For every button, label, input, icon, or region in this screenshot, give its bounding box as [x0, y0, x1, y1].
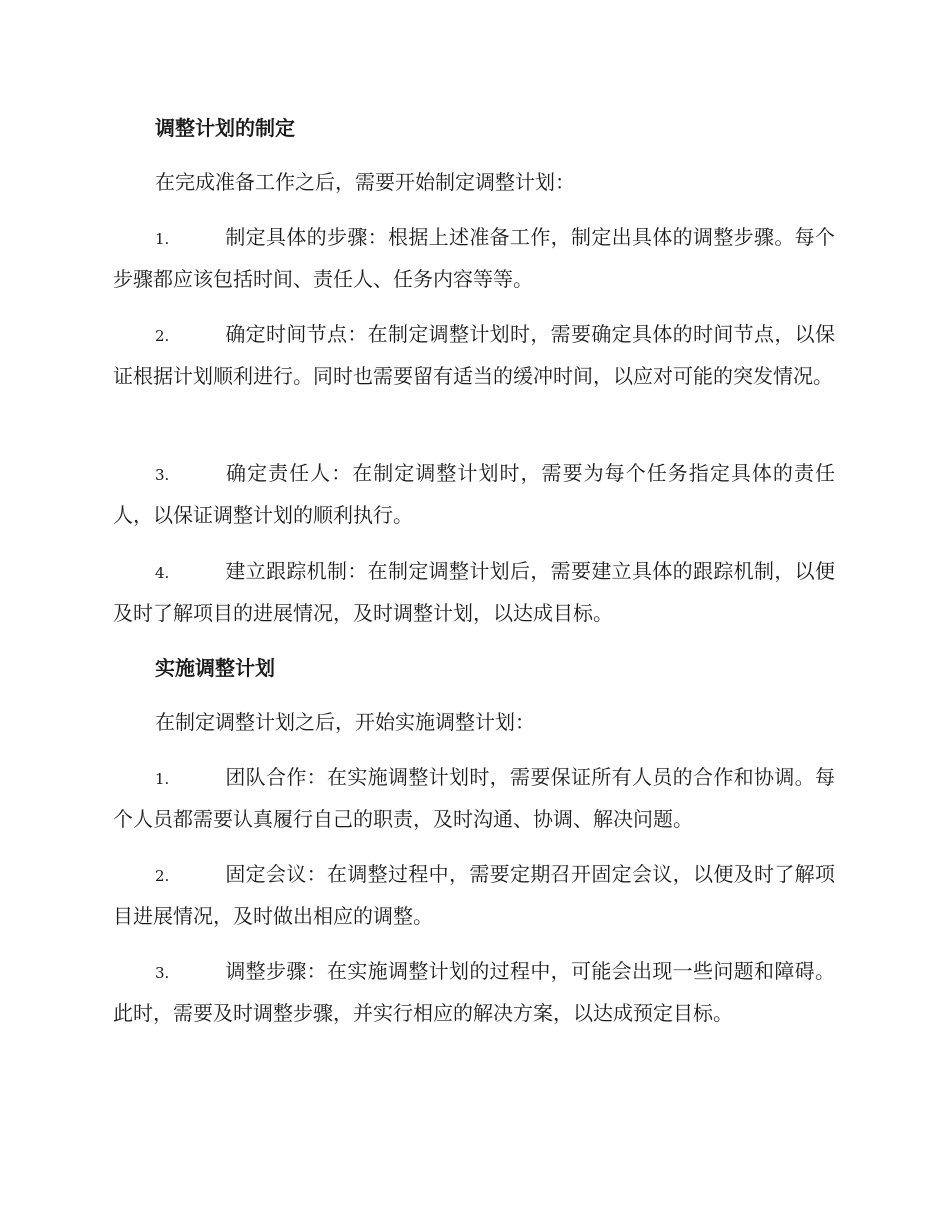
list-item [113, 757, 835, 839]
list-item-number: 3. [155, 964, 170, 982]
list-item-text: 制定具体的步骤：根据上述准备工作，制定出具体的调整步骤。每个步骤都应该包括时间、责任人、任务内容等等。 [113, 225, 835, 291]
list-item-number: 4. [155, 564, 170, 582]
list-item-number: 3. [155, 466, 170, 484]
list-item-number: 2. [155, 867, 170, 885]
list-item-number: 1. [155, 230, 170, 248]
section-heading: 调整计划的制定 [155, 116, 295, 140]
list-item [113, 217, 835, 299]
list-item [113, 854, 835, 936]
list-item-text: 建立跟踪机制：在制定调整计划后，需要建立具体的跟踪机制，以便及时了解项目的进展情况，及时调整计划，以达成目标。 [113, 559, 835, 625]
list-item [113, 453, 835, 535]
list-item [113, 951, 835, 1033]
list-item-text: 确定责任人：在制定调整计划时，需要为每个任务指定具体的责任人，以保证调整计划的顺利执行。 [113, 461, 835, 527]
list-item-text: 调整步骤：在实施调整计划的过程中，可能会出现一些问题和障碍。此时，需要及时调整步骤，并实行相应的解决方案，以达成预定目标。 [113, 959, 835, 1025]
list-item-number: 2. [155, 327, 170, 345]
list-item-number: 1. [155, 770, 170, 788]
section-heading: 实施调整计划 [155, 656, 275, 680]
section-intro: 在制定调整计划之后，开始实施调整计划： [155, 710, 535, 734]
list-item-text: 确定时间节点：在制定调整计划时，需要确定具体的时间节点，以保证根据计划顺利进行。同时也需要留有适当的缓冲时间，以应对可能的突发情况。 [113, 322, 835, 388]
list-item-text: 固定会议：在调整过程中，需要定期召开固定会议，以便及时了解项目进展情况，及时做出相应的调整。 [113, 862, 835, 928]
list-item [113, 314, 835, 396]
list-item-text: 团队合作：在实施调整计划时，需要保证所有人员的合作和协调。每个人员都需要认真履行自己的职责，及时沟通、协调、解决问题。 [113, 765, 835, 831]
list-item [113, 551, 835, 633]
section-intro: 在完成准备工作之后，需要开始制定调整计划： [155, 170, 575, 194]
